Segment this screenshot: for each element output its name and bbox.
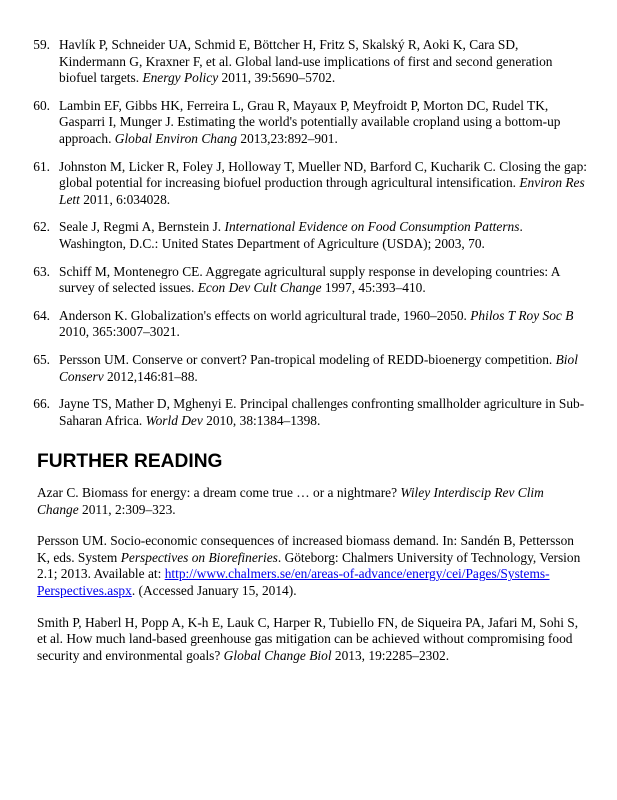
reference-text: Anderson K. Globalization's effects on world agricultural trade, 1960–2050.	[59, 307, 471, 323]
reference-item	[0, 308, 617, 341]
reference-item	[0, 37, 617, 87]
reference-list	[0, 37, 617, 440]
reading-journal: Perspectives on Biorefineries	[120, 549, 278, 565]
reference-number: 63.	[33, 263, 50, 279]
reference-text: Havlík P, Schneider UA, Schmid E, Böttcher H, Fritz S, Skalský R, Aoki K, Cara SD, Kindermann G, Kraxner F, et al. Global land-use implications of first and second generation biofuel targets.	[59, 37, 553, 86]
reference-tail: 2010, 38:1384–1398.	[202, 412, 321, 428]
reading-tail: 2011, 2:309–323.	[78, 501, 176, 517]
reference-text: Schiff M, Montenegro CE. Aggregate agricultural supply response in developing countries: A survey of selected issues.	[59, 263, 560, 296]
further-reading-list	[37, 485, 587, 679]
reference-journal: Environ Res Lett	[59, 175, 585, 207]
reference-text: Seale J, Regmi A, Bernstein J.	[59, 219, 225, 235]
reference-tail: 2011, 6:034028.	[79, 191, 171, 207]
reference-tail: 2010, 365:3007–3021.	[59, 324, 180, 340]
reference-journal: Econ Dev Cult Change	[197, 280, 322, 296]
reference-number: 64.	[33, 307, 50, 323]
reference-number: 62.	[33, 219, 50, 235]
further-reading-item	[37, 615, 587, 665]
reference-journal: Biol Conserv	[59, 351, 578, 384]
reference-item	[0, 219, 617, 252]
reference-journal: Energy Policy	[142, 70, 219, 86]
reference-number: 60.	[33, 97, 50, 113]
reading-text: Azar C. Biomass for energy: a dream come true … or a nightmare?	[37, 485, 401, 500]
reference-item	[0, 352, 617, 385]
reference-tail: 2013,23:892–901.	[237, 130, 338, 146]
reference-item	[0, 98, 617, 148]
reference-text: Persson UM. Conserve or convert? Pan-tropical modeling of REDD-bioenergy competition.	[59, 351, 556, 367]
chalmers-link[interactable]: http://www.chalmers.se/en/areas-of-advance/energy/cei/Pages/Systems-Perspectives.aspx	[37, 566, 550, 598]
reference-text: Lambin EF, Gibbs HK, Ferreira L, Grau R, Mayaux P, Meyfroidt P, Morton DC, Rudel TK, Gasparri I, Munger J. Estimating the world's potentially available cropland using a bottom-up approach.	[59, 97, 561, 146]
reference-number: 65.	[33, 351, 50, 367]
reference-journal: Global Environ Chang	[114, 130, 238, 146]
reading-tail: . (Accessed January 15, 2014).	[131, 582, 297, 598]
reading-text: Smith P, Haberl H, Popp A, K-h E, Lauk C, Harper R, Tubiello FN, de Siqueira PA, Jafari M, Sohi S, et al. How much land-based greenhouse gas mitigation can be achieved without compromising food security and environmental goals?	[37, 614, 579, 663]
reading-journal: Global Change Biol	[223, 647, 332, 663]
reading-text: Persson UM. Socio-economic consequences of increased biomass demand. In: Sandén B, Pettersson K, eds. System	[37, 533, 574, 565]
reference-item	[0, 159, 617, 209]
reference-tail: . Washington, D.C.: United States Department of Agriculture (USDA); 2003, 70.	[59, 219, 523, 251]
reference-tail: 2012,146:81–88.	[103, 368, 198, 384]
reference-journal: World Dev	[145, 412, 203, 428]
reading-tail: 2013, 19:2285–2302.	[331, 647, 450, 663]
reference-journal: International Evidence on Food Consumption Patterns	[224, 219, 520, 235]
reference-number: 66.	[33, 396, 50, 412]
reference-item	[0, 396, 617, 429]
reference-journal: Philos T Roy Soc B	[470, 307, 574, 323]
reference-text: Johnston M, Licker R, Foley J, Holloway T, Mueller ND, Barford C, Kucharik C. Closing the gap: global potential for increasing biofuel production through agricultural intensification.	[59, 158, 588, 191]
reference-item	[0, 264, 617, 297]
reading-mid: . Göteborg: Chalmers University of Technology, Version 2.1; 2013. Available at:	[37, 549, 581, 582]
reference-number: 61.	[33, 158, 50, 174]
reference-number: 59.	[33, 37, 50, 52]
further-reading-heading: FURTHER READING	[37, 451, 223, 472]
reading-journal: Wiley Interdiscip Rev Clim Change	[37, 485, 544, 517]
reference-tail: 1997, 45:393–410.	[321, 280, 426, 296]
reference-text: Jayne TS, Mather D, Mghenyi E. Principal challenges confronting smallholder agriculture in Sub-Saharan Africa.	[59, 396, 585, 428]
further-reading-item	[37, 533, 587, 599]
further-reading-item	[37, 485, 587, 518]
reference-tail: 2011, 39:5690–5702.	[218, 70, 336, 86]
